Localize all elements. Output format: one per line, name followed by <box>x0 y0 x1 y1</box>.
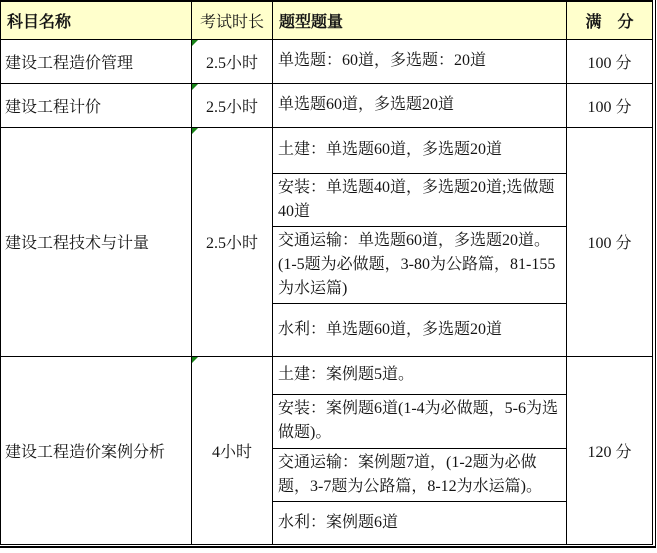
duration-value: 4小时 <box>211 443 252 461</box>
subject-cell: 建设工程造价管理 <box>1 39 192 83</box>
duration-cell <box>192 83 273 127</box>
sub-question-cell: 土建：单选题60道，多选题20道 <box>273 127 567 173</box>
questions-cell: 单选题60道，多选题20道 <box>273 83 567 127</box>
header-row <box>1 1 653 39</box>
score-cell: 100 分 <box>567 83 653 127</box>
duration-cell <box>192 127 273 356</box>
duration-cell <box>192 39 273 83</box>
cell-note-marker-icon <box>192 357 198 363</box>
header-questions: 题型题量 <box>273 1 567 39</box>
duration-cell <box>192 356 273 544</box>
questions-cell: 单选题：60道，多选题：20道 <box>273 39 567 83</box>
sub-question-cell: 水利：单选题60道，多选题20道 <box>273 303 567 356</box>
duration-value: 2.5小时 <box>205 54 258 72</box>
table-row <box>1 127 653 173</box>
cell-note-marker-icon <box>192 84 198 90</box>
table-row <box>1 39 653 83</box>
sub-question-cell: 安装：案例题6道(1-4为必做题，5-6为选做题)。 <box>273 394 567 448</box>
score-cell: 100 分 <box>567 39 653 83</box>
subject-cell: 建设工程造价案例分析 <box>1 356 192 544</box>
duration-value: 2.5小时 <box>205 98 258 116</box>
subject-cell: 建设工程技术与计量 <box>1 127 192 356</box>
subject-cell: 建设工程计价 <box>1 83 192 127</box>
table-row <box>1 83 653 127</box>
sub-question-cell: 安装：单选题40道，多选题20道;选做题40道 <box>273 173 567 226</box>
sub-question-cell: 水利：案例题6道 <box>273 501 567 544</box>
sub-question-cell: 交通运输：单选题60道，多选题20道。(1-5题为必做题，3-80为公路篇，81-155为水运篇) <box>273 226 567 303</box>
header-duration: 考试时长 <box>192 1 273 39</box>
duration-value: 2.5小时 <box>205 235 258 252</box>
cell-note-marker-icon <box>192 128 198 134</box>
header-full-score: 满 分 <box>567 1 653 39</box>
score-cell: 100 分 <box>567 127 653 356</box>
sub-question-cell: 土建：案例题5道。 <box>273 356 567 394</box>
score-cell: 120 分 <box>567 356 653 544</box>
table-row <box>1 356 653 394</box>
cell-note-marker-icon <box>192 40 198 46</box>
header-subject: 科目名称 <box>1 1 192 39</box>
sub-question-cell: 交通运输：案例题7道，(1-2题为必做题，3-7题为公路篇，8-12为水运篇)。 <box>273 448 567 501</box>
